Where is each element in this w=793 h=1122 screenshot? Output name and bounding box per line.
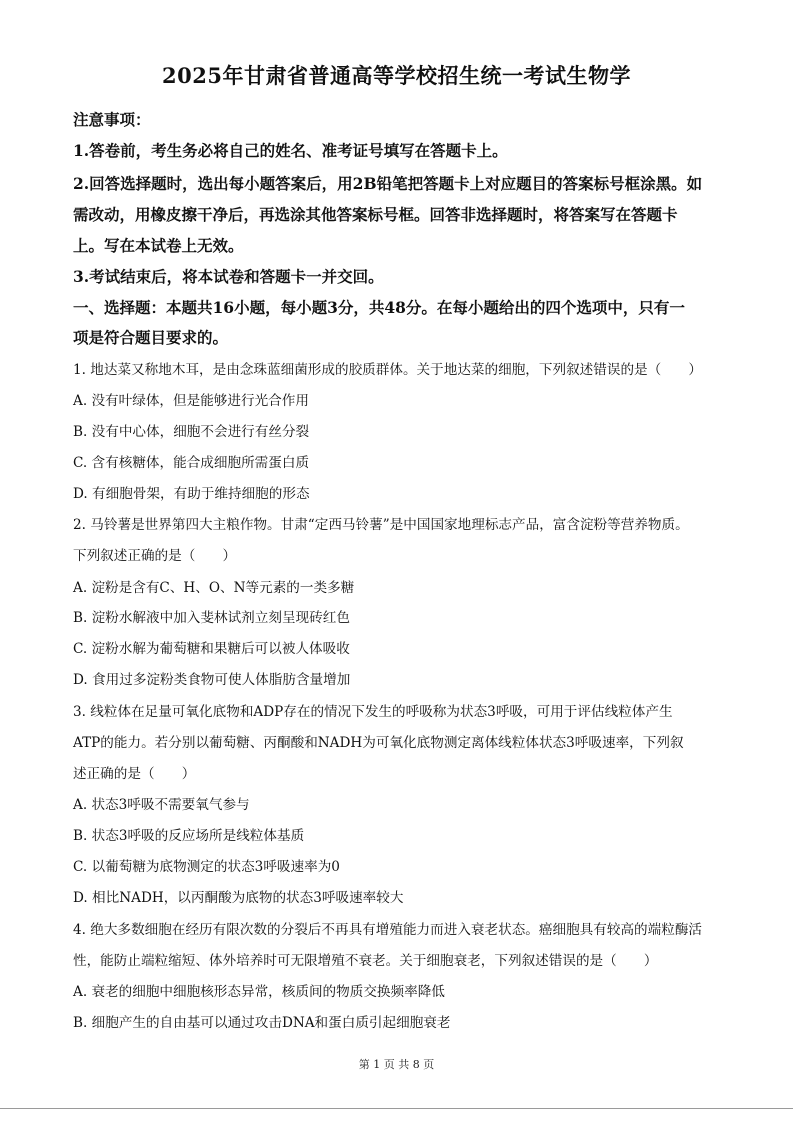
page-number: 第 1 页 共 8 页 bbox=[358, 1058, 435, 1071]
question-1-stem: 1. 地达菜又称地木耳，是由念珠蓝细菌形成的胶质群体。关于地达菜的细胞，下列叙述错误的是（ ） bbox=[73, 362, 703, 378]
notice-item: 上。写在本试卷上无效。 bbox=[73, 236, 244, 255]
question-3-stem-cont: 述正确的是（ ） bbox=[73, 766, 196, 782]
question-2-option-a: A. 淀粉是含有C、H、O、N等元素的一类多糖 bbox=[73, 580, 355, 596]
question-2-option-d: D. 食用过多淀粉类食物可使人体脂肪含量增加 bbox=[73, 672, 351, 688]
question-3-option-c: C. 以葡萄糖为底物测定的状态3呼吸速率为0 bbox=[73, 859, 340, 875]
section-heading: 一、选择题：本题共16小题，每小题3分，共48分。在每小题给出的四个选项中，只有一 bbox=[73, 298, 685, 317]
question-3-option-a: A. 状态3呼吸不需要氧气参与 bbox=[73, 797, 250, 813]
page-title: 2025年甘肃省普通高等学校招生统一考试生物学 bbox=[162, 63, 631, 88]
question-1-option-b: B. 没有中心体，细胞不会进行有丝分裂 bbox=[73, 424, 310, 440]
question-4-option-a: A. 衰老的细胞中细胞核形态异常，核质间的物质交换频率降低 bbox=[73, 984, 445, 1000]
question-4-stem: 4. 绝大多数细胞在经历有限次数的分裂后不再具有增殖能力而进入衰老状态。癌细胞具有较高的端粒酶活 bbox=[73, 922, 703, 938]
notice-item: 需改动，用橡皮擦干净后，再选涂其他答案标号框。回答非选择题时，将答案写在答题卡 bbox=[73, 205, 678, 224]
section-heading-cont: 项是符合题目要求的。 bbox=[73, 328, 229, 347]
question-4-option-b: B. 细胞产生的自由基可以通过攻击DNA和蛋白质引起细胞衰老 bbox=[73, 1015, 451, 1031]
question-3-stem-cont: ATP的能力。若分别以葡萄糖、丙酮酸和NADH为可氧化底物测定离体线粒体状态3呼吸速率，下列叙 bbox=[73, 735, 684, 751]
notice-heading: 注意事项： bbox=[73, 110, 151, 129]
question-4-stem-cont: 性，能防止端粒缩短、体外培养时可无限增殖不衰老。关于细胞衰老，下列叙述错误的是（ ） bbox=[73, 953, 658, 969]
question-1-option-c: C. 含有核糖体，能合成细胞所需蛋白质 bbox=[73, 455, 310, 471]
notice-item: 1.答卷前，考生务必将自己的姓名、准考证号填写在答题卡上。 bbox=[73, 141, 508, 160]
question-3-option-d: D. 相比NADH，以丙酮酸为底物的状态3呼吸速率较大 bbox=[73, 890, 404, 906]
question-2-option-b: B. 淀粉水解液中加入斐林试剂立刻呈现砖红色 bbox=[73, 610, 350, 626]
question-2-option-c: C. 淀粉水解为葡萄糖和果糖后可以被人体吸收 bbox=[73, 641, 350, 657]
question-3-option-b: B. 状态3呼吸的反应场所是线粒体基质 bbox=[73, 828, 305, 844]
question-1-option-a: A. 没有叶绿体，但是能够进行光合作用 bbox=[73, 393, 309, 409]
question-3-stem: 3. 线粒体在足量可氧化底物和ADP存在的情况下发生的呼吸称为状态3呼吸，可用于评估线粒体产生 bbox=[73, 704, 673, 720]
notice-item: 2.回答选择题时，选出每小题答案后，用2B铅笔把答题卡上对应题目的答案标号框涂黑。如 bbox=[73, 174, 703, 193]
page-divider bbox=[0, 1108, 793, 1109]
question-1-option-d: D. 有细胞骨架，有助于维持细胞的形态 bbox=[73, 486, 310, 502]
notice-item: 3.考试结束后，将本试卷和答题卡一并交回。 bbox=[73, 267, 384, 286]
question-2-stem: 2. 马铃薯是世界第四大主粮作物。甘肃“定西马铃薯”是中国国家地理标志产品，富含淀粉等营养物质。 bbox=[73, 517, 689, 533]
question-2-stem-cont: 下列叙述正确的是（ ） bbox=[73, 548, 237, 564]
